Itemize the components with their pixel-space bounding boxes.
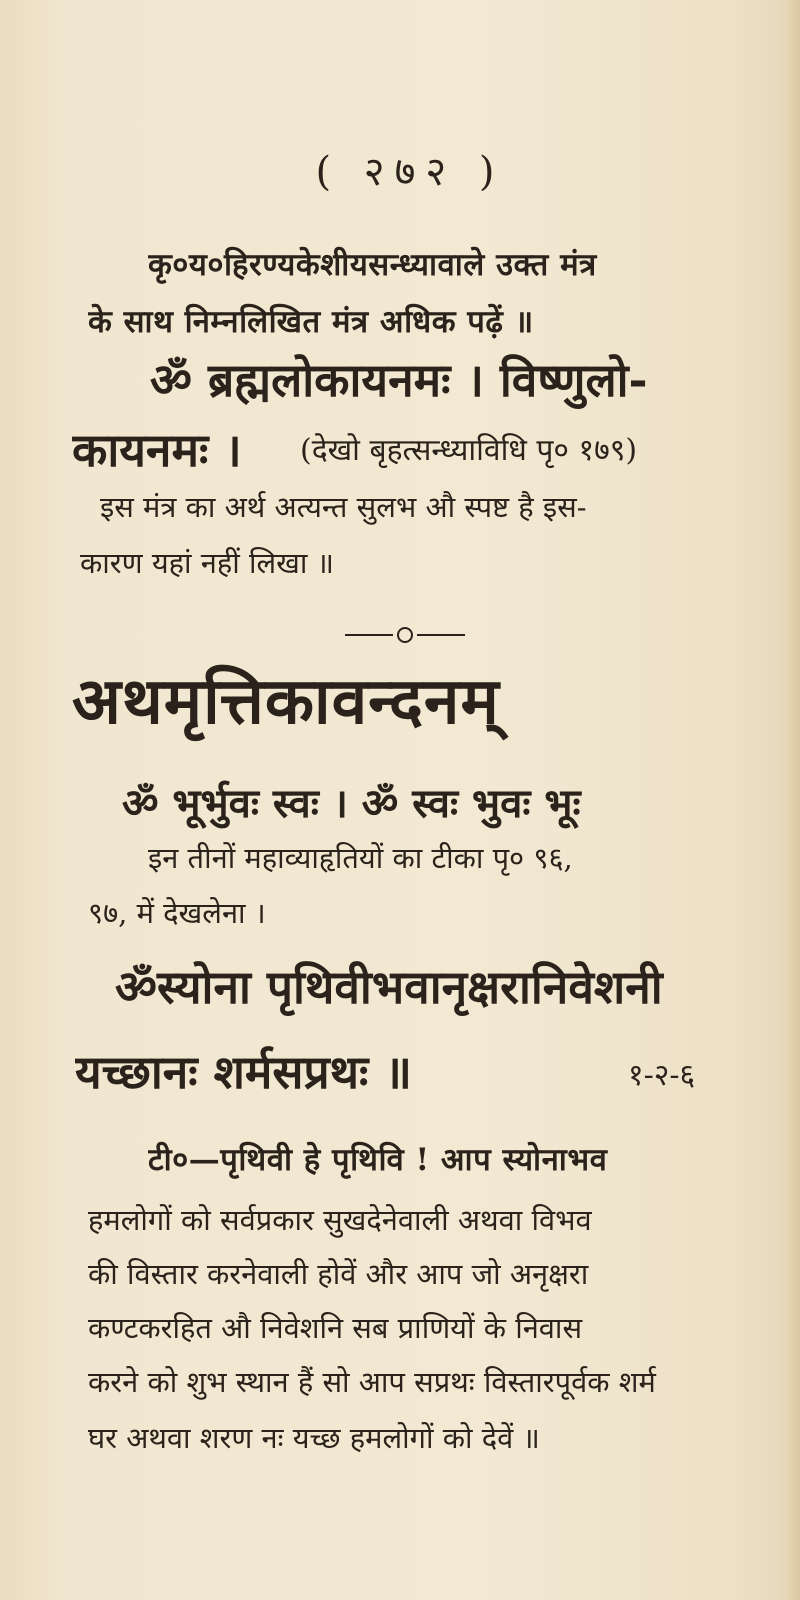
commentary-line: हमलोगों को सर्वप्रकार सुखदेनेवाली अथवा विभव bbox=[88, 1203, 592, 1237]
mantra-line: ॐ ब्रह्मलोकायनमः । विष्णुलो- bbox=[150, 353, 648, 407]
commentary-line: कण्टकरहित औ निवेशनि सब प्राणियों के निवास bbox=[88, 1311, 583, 1345]
commentary-line: करने को शुभ स्थान हैं सो आप सप्रथः विस्तारपूर्वक शर्म bbox=[88, 1365, 656, 1399]
reference-note: (देखो बृहत्सन्ध्याविधि पृ० १७९) bbox=[300, 433, 638, 468]
mantra-line: ॐस्योना पृथिवीभवानृक्षरानिवेशनी bbox=[115, 960, 663, 1014]
mantra-line: ॐ भूर्भुवः स्वः । ॐ स्वः भुवः भूः bbox=[122, 780, 581, 827]
page-edge bbox=[786, 0, 800, 1600]
commentary-line: टी०—पृथिवी हे पृथिवि ! आप स्योनाभव bbox=[148, 1142, 608, 1178]
mantra-line: कायनमः । bbox=[72, 423, 242, 477]
text-line: ९७, में देखलेना । bbox=[88, 896, 266, 930]
text-line: कारण यहां नहीं लिखा ॥ bbox=[80, 546, 334, 580]
commentary-line: घर अथवा शरण नः यच्छ हमलोगों को देवें ॥ bbox=[88, 1421, 540, 1455]
text-line: इन तीनों महाव्याहृतियों का टीका पृ० ९६, bbox=[148, 841, 573, 875]
commentary-line: की विस्तार करनेवाली होवें और आप जो अनृक्षरा bbox=[88, 1257, 589, 1291]
section-title: अथमृत्तिकावन्दनम् bbox=[72, 664, 500, 739]
page-number: ( २७२ ) bbox=[315, 149, 505, 195]
text-line: कृ०य०हिरण्यकेशीयसन्ध्यावाले उक्त मंत्र bbox=[148, 247, 597, 283]
mantra-line: यच्छानः शर्मसप्रथः ॥ bbox=[75, 1045, 412, 1099]
text-line: इस मंत्र का अर्थ अत्यन्त सुलभ औ स्पष्ट है इस- bbox=[100, 490, 587, 524]
verse-reference: १-२-६ bbox=[628, 1058, 696, 1093]
section-divider bbox=[345, 625, 465, 645]
text-line: के साथ निम्नलिखित मंत्र अधिक पढ़ें ॥ bbox=[88, 304, 534, 340]
